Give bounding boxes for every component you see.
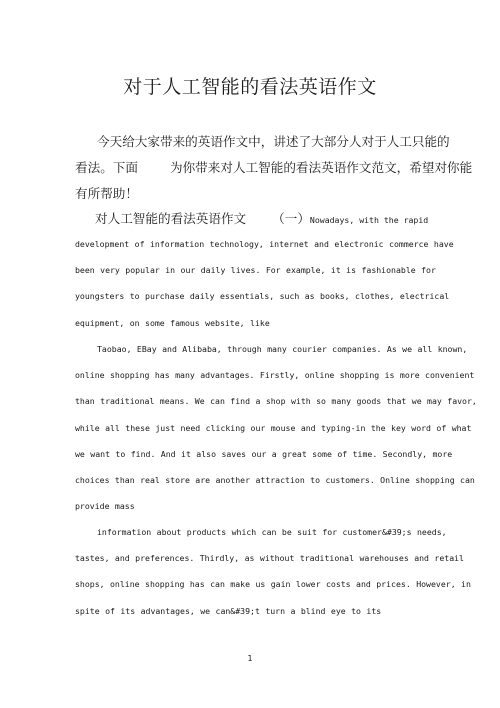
intro-line: 看法。下面 为你带来对人工智能的看法英语作文范文，希望对你能 xyxy=(75,160,473,176)
text-line: provide mass xyxy=(75,501,135,512)
text-line: we want to find. And it also saves our a great some of time. Secondly, more xyxy=(75,448,453,459)
page-number: 1 xyxy=(247,654,253,663)
text-line: Taobao, EBay and Alibaba, through many courier companies. As we all known, xyxy=(97,344,468,354)
text-line: information about products which can be suit for customer&#39;s needs, xyxy=(97,527,447,537)
section-heading-label: 对人工智能的看法英语作文 xyxy=(95,211,247,226)
text-line: choices than real store are another attraction to customers. Online shopping can xyxy=(75,474,475,485)
page-title: 对于人工智能的看法英语作文 xyxy=(123,76,377,98)
paragraph-1 xyxy=(75,231,454,336)
paragraph-3 xyxy=(75,519,471,624)
text-line: online shopping has many advantages. Firstly, online shopping is more convenient xyxy=(75,370,475,381)
paragraph-2 xyxy=(75,336,477,519)
text-line: development of information technology, internet and electronic commerce have xyxy=(75,239,454,249)
intro-line: 有所帮助！ xyxy=(75,186,138,202)
text-line: shops, online shopping has can make us gain lower costs and prices. However, in xyxy=(75,579,471,590)
text-line: than traditional means. We can find a shop with so many goods that we may favor, xyxy=(75,396,477,407)
section-heading-marker: （一） xyxy=(272,211,310,226)
section-heading xyxy=(95,208,428,227)
intro-paragraph xyxy=(75,129,473,208)
text-line: equipment, on some famous website, like xyxy=(75,317,270,328)
section-heading-lead: Nowadays, with the rapid xyxy=(309,215,429,225)
text-line: while all these just need clicking our mouse and typing-in the key word of what xyxy=(75,422,472,433)
intro-line: 今天给大家带来的英语作文中，讲述了大部分人对于人工只能的 xyxy=(97,134,450,149)
text-line: spite of its advantages, we can&#39;t turn a blind eye to its xyxy=(75,605,382,616)
text-line: youngsters to purchase daily essentials, such as books, clothes, electrical xyxy=(75,291,450,302)
text-line: been very popular in our daily lives. For example, it is fashionable for xyxy=(75,265,436,276)
text-line: tastes, and preferences. Thirdly, as without traditional warehouses and retail xyxy=(75,553,464,564)
